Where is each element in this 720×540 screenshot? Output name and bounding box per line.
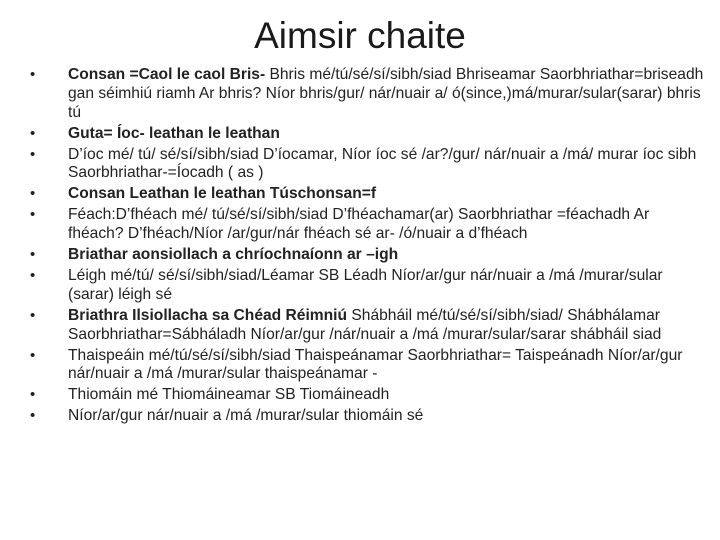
bullet-item [30,267,706,305]
bullet-text: Thiomáin mé Thiomáineamar SB Tiomáineadh [68,386,390,404]
bullet-item [30,246,706,265]
bullet-text: Féach:D’fhéach mé/ tú/sé/sí/sibh/siad D’fhéachamar(ar) Saorbhriathar =féachadh Ar fhéach? D’fhéach/Níor /ar/gur/nár fhéach sé ar- /ó/nuair a d’fhéach [68,206,650,243]
bullet-item [30,185,706,204]
bullet-item [30,386,706,405]
bullet-text: Léigh mé/tú/ sé/sí/sibh/siad/Léamar SB Léadh Níor/ar/gur nár/nuair a /má /murar/sular (sarar) léigh sé [68,267,663,303]
slide-title: Aimsir chaite [254,15,466,56]
bullet-text: Níor/ar/gur nár/nuair a /má /murar/sular thiomáin sé [68,407,424,425]
bullet-list [30,66,706,428]
bullet-item [30,206,706,244]
bullet-bold-text: Guta= Íoc- leathan le leathan [68,124,280,142]
bullet-item [30,125,706,144]
bullet-bold-text: Consan Leathan le leathan Túschonsan=f [68,185,377,203]
bullet-text: Thaispeáin mé/tú/sé/sí/sibh/siad Thaispeánamar Saorbhriathar= Taispeánadh Níor/ar/gur nár/nuair a /má /murar/sular thaispeánamar - [68,346,683,383]
bullet-text: Bhris mé/tú/sé/sí/sibh/siad Bhriseamar Saorbhriathar=briseadh gan séimhiú riamh Ar bhris? Níor bhris/gur/ nár/nuair a/ ó(since,)má/murar/sular(sarar) bhris tú [68,66,704,121]
bullet-bold-text: Briathra Ilsiollacha sa Chéad Réimniú [68,306,348,324]
bullet-text: Shábháil mé/tú/sé/sí/sibh/siad/ Shábhálamar Saorbhriathar=Sábháladh Níor/ar/gur /nár/nuair a /má /murar/sular/sarar shábháil siad [68,306,662,343]
bullet-item [30,347,706,385]
bullet-text: D’íoc mé/ tú/ sé/sí/sibh/siad D’íocamar, Níor íoc sé /ar?/gur/ nár/nuair a /má/ murar íoc sibh Saorbhriathar-=Íocadh ( as ) [68,145,697,182]
bullet-bold-text: Briathar aonsiollach a chríochnaíonn ar –igh [68,246,399,264]
bullet-item [30,307,706,345]
bullet-item [30,146,706,184]
bullet-item [30,407,706,426]
bullet-bold-text: Consan =Caol le caol Bris- [68,66,266,83]
bullet-item [30,66,706,122]
